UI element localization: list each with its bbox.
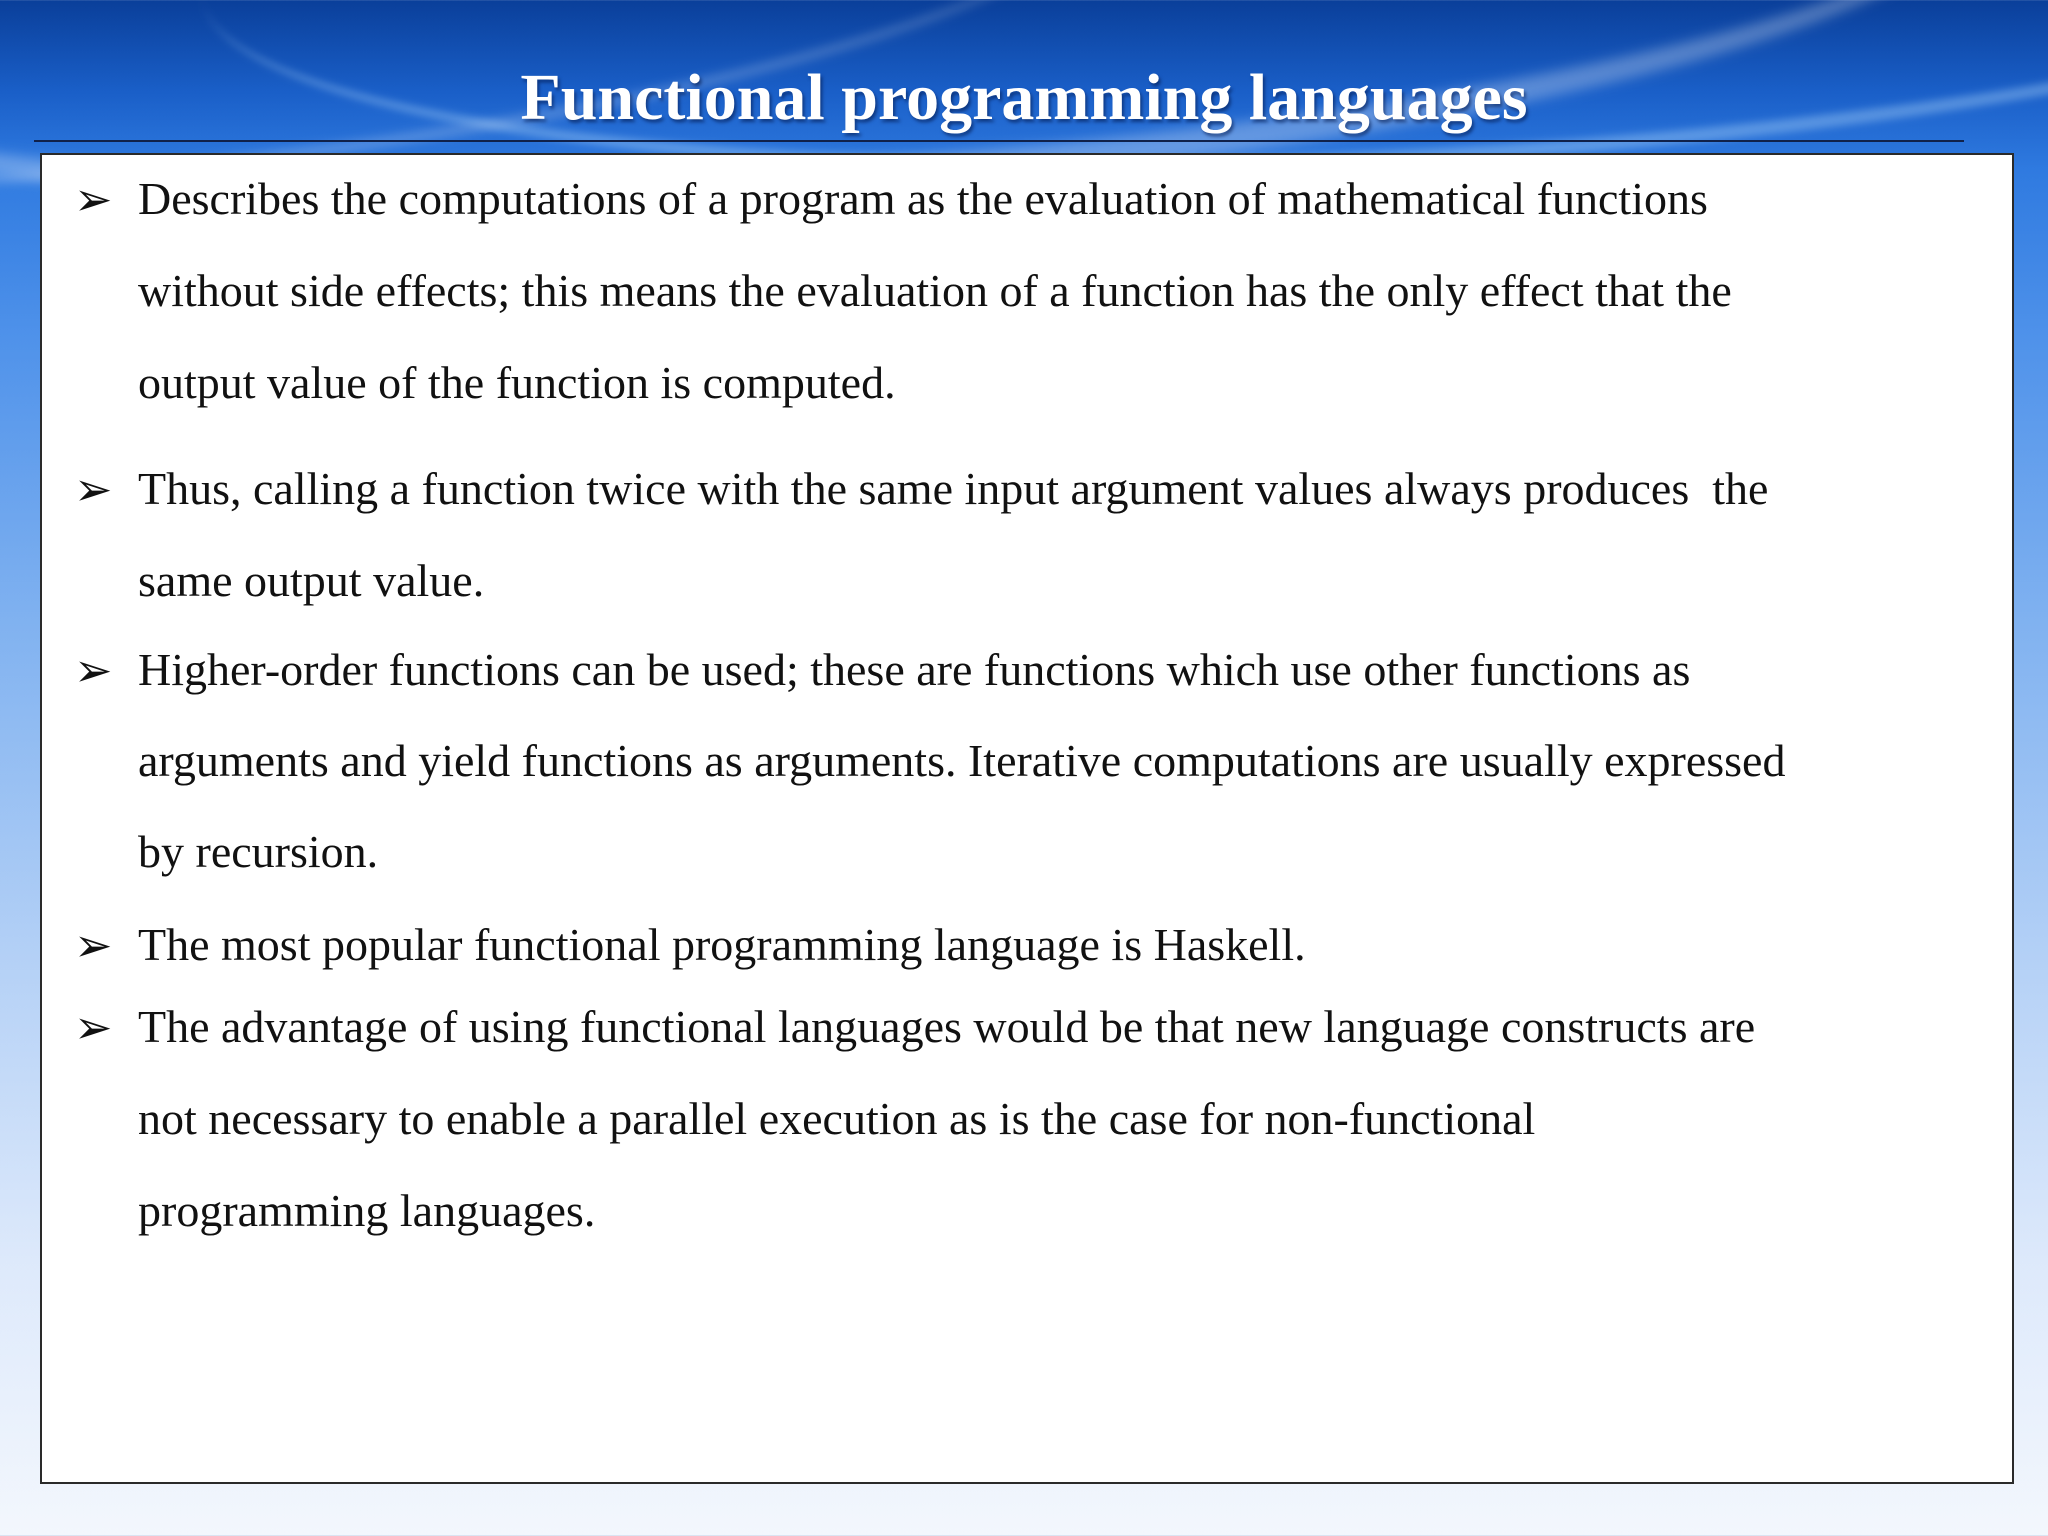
arrow-bullet-icon: ➢	[74, 1000, 113, 1054]
bullet-line: The most popular functional programming language is Haskell.	[138, 919, 1306, 970]
bullet-line: by recursion.	[138, 826, 379, 877]
bullet-line: same output value.	[138, 555, 485, 606]
arrow-bullet-icon: ➢	[74, 172, 113, 226]
title-divider	[34, 140, 1964, 142]
arrow-bullet-icon: ➢	[74, 643, 113, 697]
slide-title: Functional programming languages	[520, 61, 1528, 134]
bullet-line: not necessary to enable a parallel execution as is the case for non-functional	[138, 1093, 1536, 1144]
arrow-bullet-icon: ➢	[74, 462, 113, 516]
content-box	[40, 153, 2014, 1484]
bullet-line: programming languages.	[138, 1185, 596, 1236]
arrow-bullet-icon: ➢	[74, 918, 113, 972]
bullet-line: output value of the function is computed.	[138, 357, 896, 408]
bullet-line: Describes the computations of a program as the evaluation of mathematical functions	[138, 173, 1708, 224]
bullet-line: arguments and yield functions as arguments. Iterative computations are usually expressed	[138, 735, 1786, 786]
bullet-line: Higher-order functions can be used; these are functions which use other functions as	[138, 644, 1691, 695]
bullet-line: Thus, calling a function twice with the same input argument values always produces the	[138, 463, 1769, 514]
bullet-line: without side effects; this means the evaluation of a function has the only effect that the	[138, 265, 1732, 316]
bullet-line: The advantage of using functional languages would be that new language constructs are	[138, 1001, 1756, 1052]
